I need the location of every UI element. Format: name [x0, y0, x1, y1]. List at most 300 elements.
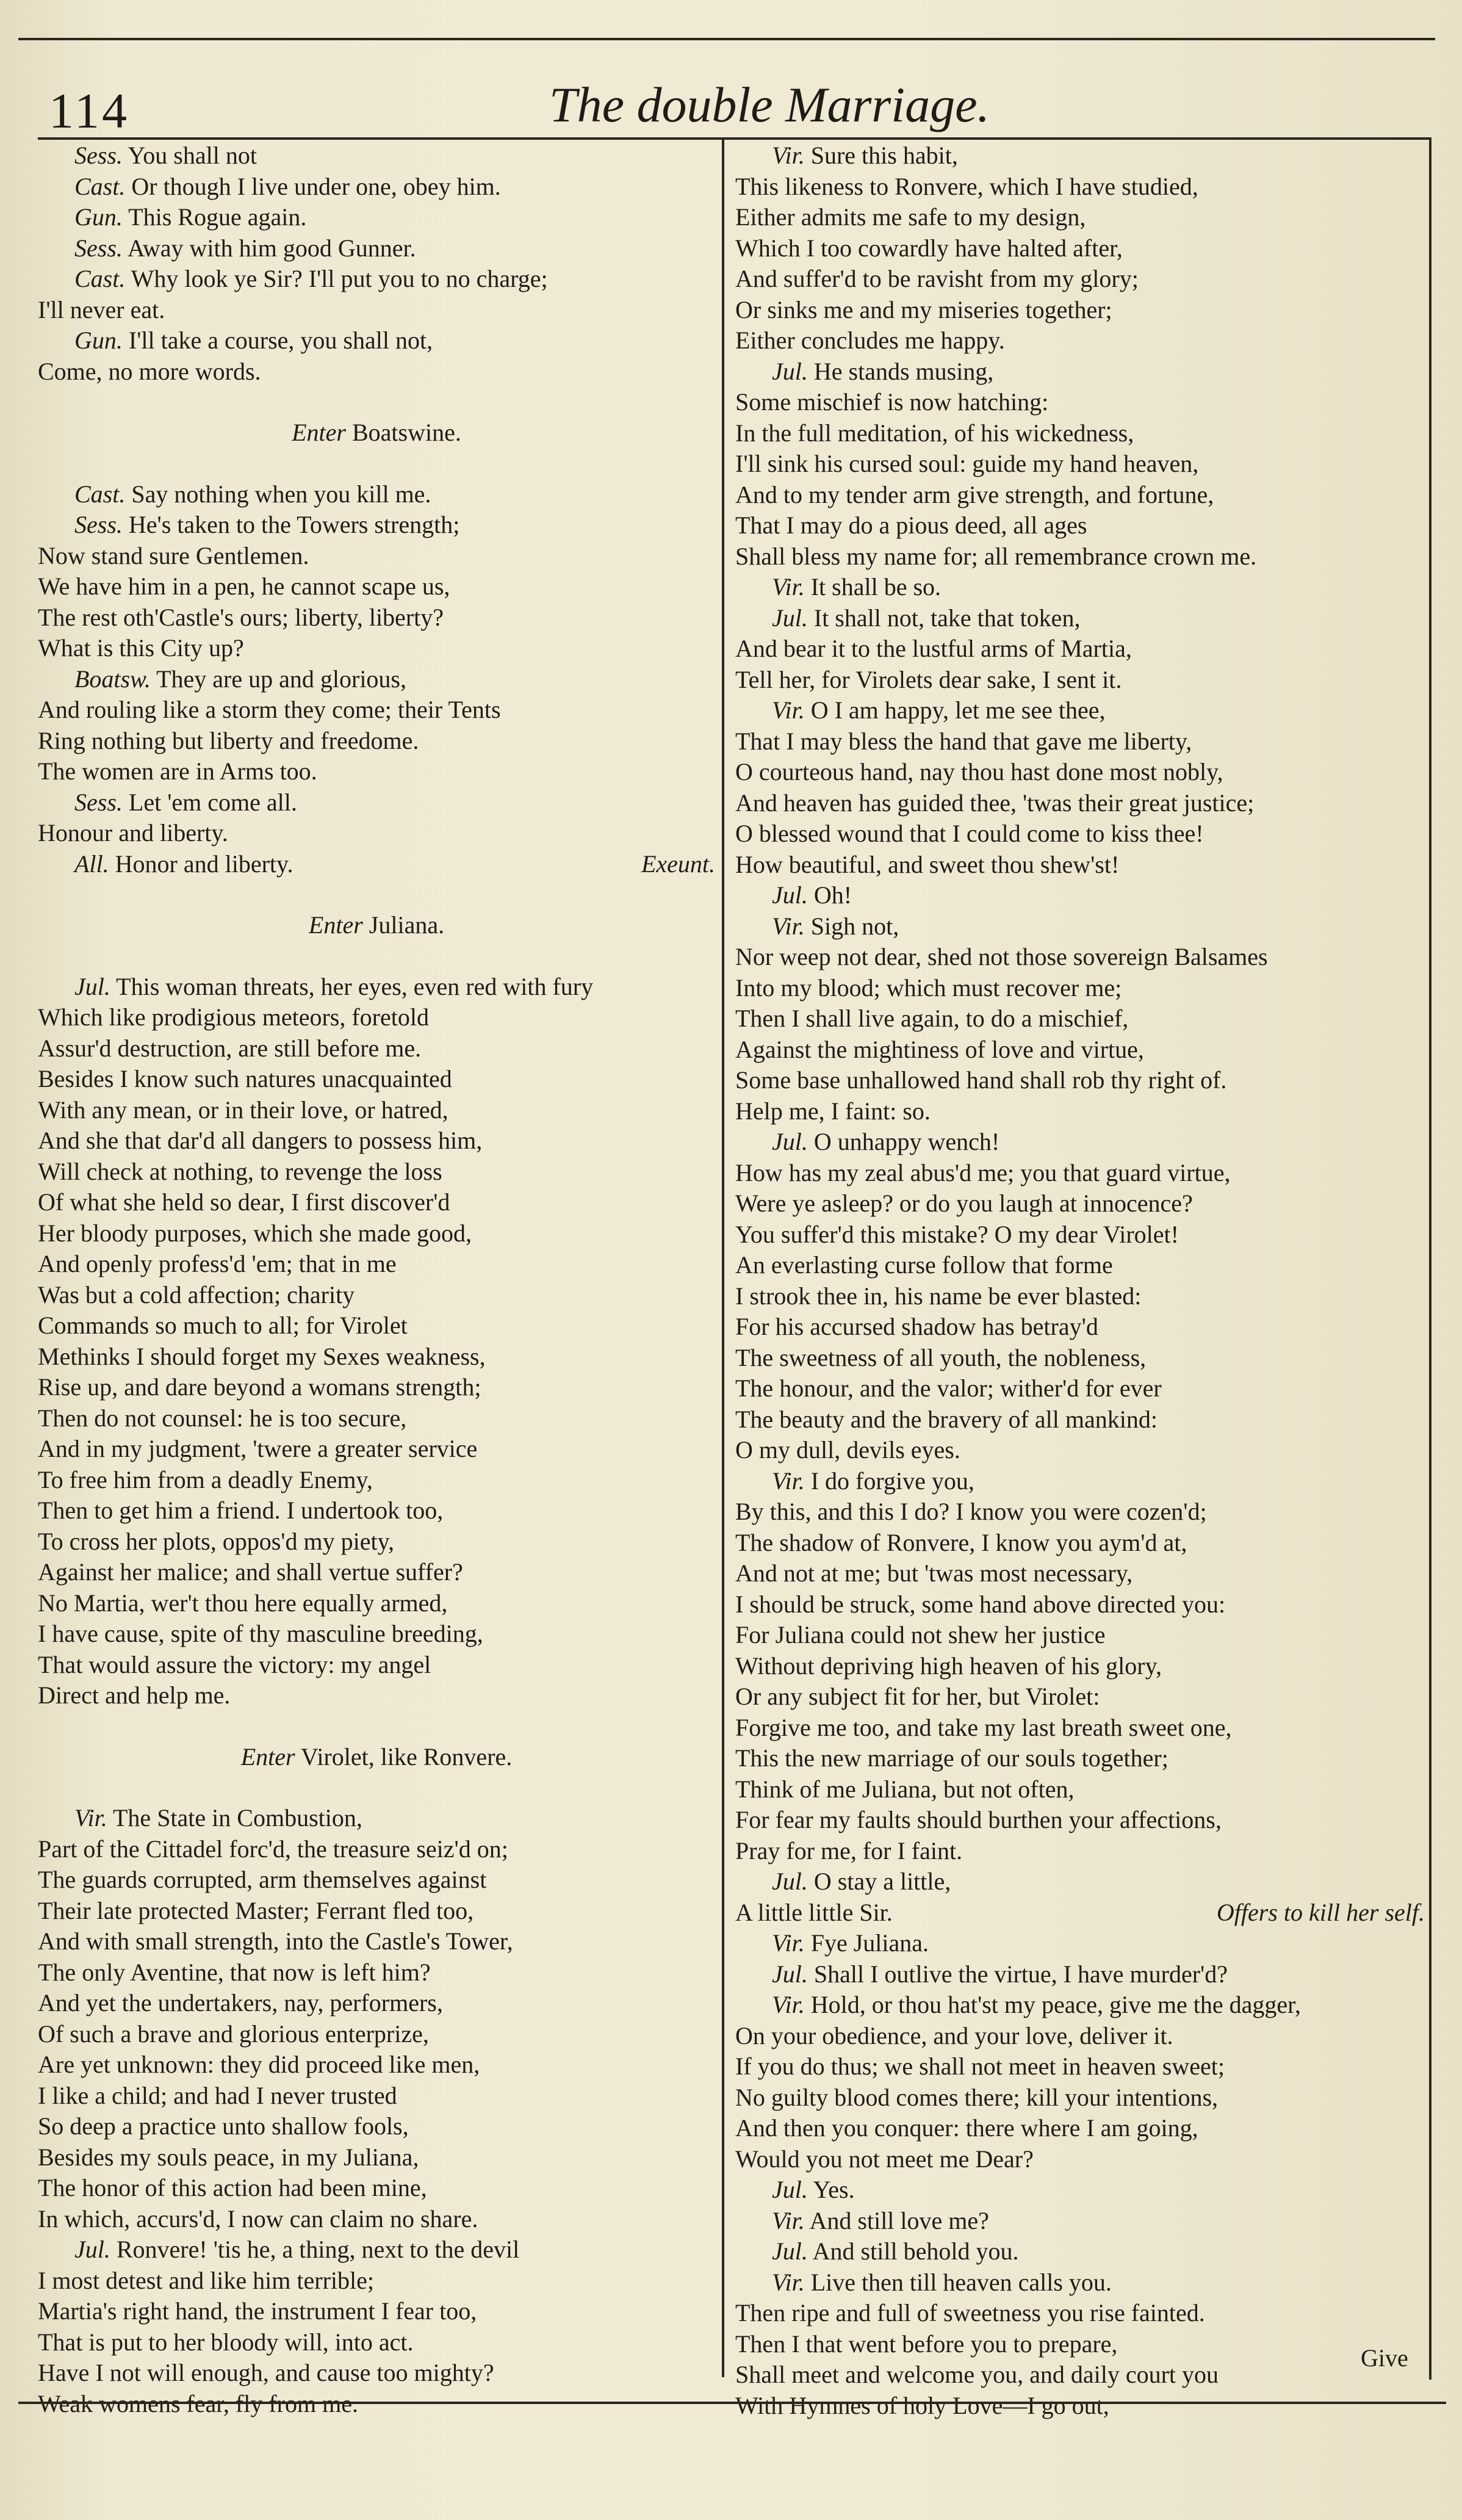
line-text: Let 'em come all.: [128, 788, 297, 816]
line-text: Say nothing when you kill me.: [131, 480, 431, 508]
verse-line: [38, 1064, 715, 1095]
verse-line: [735, 1158, 1425, 1189]
line-text: Her bloody purposes, which she made good,: [38, 1219, 472, 1247]
speech-line: [735, 2236, 1425, 2267]
verse-line: [735, 1743, 1425, 1774]
verse-line: [735, 665, 1425, 696]
stage-direction-text: Juliana.: [369, 911, 445, 939]
verse-line: [735, 1713, 1425, 1744]
speech-line: [38, 1803, 715, 1834]
line-text: Forgive me too, and take my last breath sweet one,: [735, 1713, 1232, 1741]
line-text: This the new marriage of our souls together;: [735, 1744, 1169, 1772]
verse-line: [38, 1280, 715, 1311]
right-column: [735, 140, 1425, 2421]
line-text: Into my blood; which must recover me;: [735, 973, 1122, 1002]
line-text: And still love me?: [809, 2206, 989, 2234]
line-text: Of such a brave and glorious enterprize,: [38, 2020, 429, 2048]
line-text: O unhappy wench!: [813, 1128, 1000, 1155]
speech-line: [38, 849, 715, 880]
stage-direction-text: Virolet, like Ronvere.: [300, 1742, 513, 1771]
line-text: Either admits me safe to my design,: [735, 203, 1086, 231]
speaker-name: Vir.: [772, 142, 805, 169]
speaker-name: Vir.: [772, 2268, 805, 2296]
line-text: And suffer'd to be ravisht from my glory;: [735, 265, 1139, 292]
line-text: Why look ye Sir? I'll put you to no charge;: [131, 265, 548, 292]
line-text: O my dull, devils eyes.: [735, 1436, 960, 1464]
verse-line: [735, 510, 1425, 541]
line-text: I'll never eat.: [38, 295, 165, 323]
verse-line: [38, 1495, 715, 1526]
verse-line: [38, 602, 715, 634]
line-text: Pray for me, for I faint.: [735, 1836, 963, 1865]
speaker-name: Cast.: [74, 265, 126, 292]
stage-note: Exeunt.: [641, 850, 715, 878]
stage-direction: [38, 417, 715, 449]
verse-line: [735, 1312, 1425, 1343]
verse-line: [735, 2051, 1425, 2082]
line-text: I do forgive you,: [810, 1467, 974, 1495]
line-text: This woman threats, her eyes, even red with fury: [116, 972, 594, 1000]
line-text: Are yet unknown: they did proceed like men,: [38, 2051, 480, 2078]
verse-line: [38, 295, 715, 326]
line-text: Which I too cowardly have halted after,: [735, 234, 1123, 262]
line-text: To free him from a deadly Enemy,: [38, 1465, 373, 1493]
verse-line: [735, 2359, 1425, 2391]
top-rule: [18, 38, 1435, 44]
speaker-name: Jul.: [74, 2236, 110, 2263]
line-text: Shall meet and welcome you, and daily court you: [735, 2361, 1219, 2388]
verse-line: [735, 1343, 1425, 1374]
verse-line: [735, 1836, 1425, 1867]
line-text: They are up and glorious,: [156, 665, 406, 693]
line-text: I have cause, spite of thy masculine breeding,: [38, 1620, 483, 1647]
verse-line: [38, 1650, 715, 1681]
verse-line: [38, 1926, 715, 1957]
line-text: Honor and liberty.: [115, 850, 293, 878]
verse-line: [735, 2391, 1425, 2422]
running-title: The double Marriage.: [549, 77, 990, 132]
verse-line: [735, 1188, 1425, 1219]
verse-line: [735, 757, 1425, 788]
verse-line: [735, 1003, 1425, 1034]
line-text: Nor weep not dear, shed not those sovereign Balsames: [735, 943, 1268, 970]
line-text: The State in Combustion,: [113, 1804, 362, 1832]
speech-line: [735, 695, 1425, 726]
line-text: Weak womens fear, fly from me.: [38, 2389, 358, 2417]
verse-line: [735, 1281, 1425, 1312]
verse-line: [735, 480, 1425, 511]
verse-line: [735, 1681, 1425, 1713]
verse-line: [38, 633, 715, 664]
line-text: Then I that went before you to prepare,: [735, 2330, 1118, 2358]
line-text: On your obedience, and your love, deliver it.: [735, 2021, 1173, 2049]
line-text: Ronvere! 'tis he, a thing, next to the devil: [116, 2236, 520, 2263]
speech-line: [38, 479, 715, 510]
verse-line: [735, 1096, 1425, 1127]
line-text: Yes.: [813, 2176, 855, 2203]
verse-line: [38, 2049, 715, 2081]
speech-line: [38, 140, 715, 171]
verse-line: [38, 1095, 715, 1126]
line-text: Or any subject fit for her, but Virolet:: [735, 1683, 1100, 1710]
stage-direction-verb: Enter: [308, 911, 363, 939]
speaker-name: Jul.: [772, 1128, 808, 1155]
verse-line: [735, 233, 1425, 264]
speech-line: [735, 603, 1425, 634]
line-text: O courteous hand, nay thou hast done most nobly,: [735, 758, 1223, 785]
verse-line: [38, 1372, 715, 1403]
line-text: The honor of this action had been mine,: [38, 2174, 427, 2201]
verse-line: [735, 1897, 1425, 1929]
line-text: Would you not meet me Dear?: [735, 2145, 1034, 2173]
catchword: Give: [1361, 2344, 1408, 2372]
verse-line: [735, 942, 1425, 973]
line-text: A little little Sir.: [735, 1898, 893, 1926]
stage-direction-verb: Enter: [240, 1742, 295, 1771]
verse-line: [735, 1065, 1425, 1096]
verse-line: [38, 1341, 715, 1373]
line-text: That I may bless the hand that gave me liberty,: [735, 727, 1192, 755]
line-text: Shall I outlive the virtue, I have murder'd?: [813, 1960, 1228, 1988]
line-text: I most detest and like him terrible;: [38, 2266, 374, 2294]
line-text: Now stand sure Gentlemen.: [38, 541, 309, 569]
spacer: [38, 449, 715, 479]
line-text: No Martia, wer't thou here equally armed,: [38, 1589, 448, 1617]
line-text: Will check at nothing, to revenge the loss: [38, 1157, 442, 1185]
line-text: And with small strength, into the Castle's Tower,: [38, 1927, 513, 1955]
verse-line: [735, 1620, 1425, 1651]
speaker-name: Sess.: [74, 511, 123, 538]
line-text: Martia's right hand, the instrument I fear too,: [38, 2297, 477, 2325]
speaker-name: Sess.: [74, 234, 123, 262]
line-text: O blessed wound that I could come to kiss thee!: [735, 820, 1204, 847]
line-text: Oh!: [813, 881, 852, 909]
verse-line: [38, 2081, 715, 2112]
line-text: I should be struck, some hand above directed you:: [735, 1590, 1226, 1618]
line-text: And still behold you.: [812, 2237, 1019, 2265]
verse-line: [38, 1434, 715, 1465]
line-text: We have him in a pen, he cannot scape us,: [38, 572, 450, 600]
stage-direction: [38, 1742, 715, 1773]
speaker-name: Vir.: [772, 2206, 805, 2234]
speech-line: [38, 972, 715, 1003]
stage-direction-text: Boatswine.: [352, 419, 461, 446]
line-text: Think of me Juliana, but not often,: [735, 1775, 1075, 1803]
line-text: He stands musing,: [813, 357, 994, 385]
verse-line: [38, 1157, 715, 1188]
verse-line: [38, 2327, 715, 2358]
line-text: Of what she held so dear, I first discover'd: [38, 1188, 450, 1216]
line-text: The only Aventine, that now is left him?: [38, 1958, 431, 1986]
speaker-name: Jul.: [74, 972, 110, 1000]
line-text: Fye Juliana.: [810, 1929, 929, 1957]
line-text: It shall be so.: [810, 573, 942, 601]
line-text: You suffer'd this mistake? O my dear Virolet!: [735, 1220, 1179, 1248]
verse-line: [735, 2144, 1425, 2175]
line-text: Honour and liberty.: [38, 819, 228, 847]
verse-line: [38, 695, 715, 726]
speech-line: [735, 880, 1425, 911]
line-text: Either concludes me happy.: [735, 327, 1005, 354]
line-text: For his accursed shadow has betray'd: [735, 1313, 1098, 1340]
verse-line: [38, 1526, 715, 1558]
verse-line: [735, 1373, 1425, 1404]
line-text: For Juliana could not shew her justice: [735, 1621, 1106, 1648]
spacer: [38, 879, 715, 910]
line-text: Commands so much to all; for Virolet: [38, 1312, 408, 1339]
verse-line: [735, 387, 1425, 418]
verse-line: [735, 449, 1425, 480]
line-text: I'll sink his cursed soul: guide my hand heaven,: [735, 450, 1199, 477]
verse-line: [38, 1033, 715, 1064]
speaker-name: Jul.: [772, 604, 808, 632]
verse-line: [38, 2111, 715, 2142]
verse-line: [38, 2019, 715, 2050]
verse-line: [38, 1896, 715, 1927]
line-text: The honour, and the valor; wither'd for ever: [735, 1374, 1162, 1402]
verse-line: [38, 1125, 715, 1157]
verse-line: [735, 1435, 1425, 1466]
left-column: [38, 140, 715, 2419]
line-text: By this, and this I do? I know you were cozen'd;: [735, 1498, 1207, 1525]
verse-line: [735, 264, 1425, 295]
speech-line: [735, 2267, 1425, 2298]
line-text: The guards corrupted, arm themselves against: [38, 1866, 487, 1893]
speech-line: [735, 2175, 1425, 2206]
verse-line: [735, 788, 1425, 819]
line-text: Besides I know such natures unacquainted: [38, 1065, 452, 1092]
line-text: Tell her, for Virolets dear sake, I sent it.: [735, 665, 1122, 693]
line-text: Direct and help me.: [38, 1681, 231, 1709]
line-text: Against the mightiness of love and virtue,: [735, 1035, 1144, 1063]
line-text: The rest oth'Castle's ours; liberty, liberty?: [38, 603, 444, 631]
spacer: [38, 941, 715, 972]
verse-line: [735, 818, 1425, 850]
line-text: And to my tender arm give strength, and fortune,: [735, 480, 1214, 508]
line-text: This Rogue again.: [128, 203, 307, 231]
line-text: Or though I live under one, obey him.: [131, 172, 501, 200]
verse-line: [735, 202, 1425, 233]
line-text: That I may do a pious deed, all ages: [735, 511, 1087, 539]
verse-line: [735, 2113, 1425, 2144]
line-text: Sigh not,: [810, 912, 899, 940]
line-text: Ring nothing but liberty and freedome.: [38, 726, 419, 754]
line-text: Without depriving high heaven of his glory,: [735, 1652, 1162, 1680]
speech-line: [38, 664, 715, 695]
speech-line: [735, 1127, 1425, 1158]
speaker-name: Jul.: [772, 2176, 808, 2203]
line-text: The women are in Arms too.: [38, 757, 317, 785]
speaker-name: Cast.: [74, 480, 126, 508]
line-text: Or sinks me and my miseries together;: [735, 295, 1112, 323]
verse-line: [735, 1805, 1425, 1836]
speaker-name: Jul.: [772, 881, 808, 909]
verse-line: [38, 1310, 715, 1341]
speaker-name: Vir.: [772, 1991, 805, 2018]
speech-line: [38, 2234, 715, 2265]
speech-line: [735, 356, 1425, 388]
line-text: Sure this habit,: [810, 142, 958, 169]
line-text: Were ye asleep? or do you laugh at innocence?: [735, 1190, 1193, 1217]
speech-line: [735, 1466, 1425, 1497]
line-text: Then I shall live again, to do a mischief,: [735, 1005, 1129, 1032]
running-header: [49, 49, 1428, 140]
verse-line: [38, 2265, 715, 2297]
line-text: And rouling like a storm they come; their Tents: [38, 696, 501, 723]
speaker-name: All.: [74, 850, 109, 878]
speaker-name: Jul.: [772, 357, 808, 385]
verse-line: [38, 1557, 715, 1588]
line-text: And bear it to the lustful arms of Martia,: [735, 635, 1132, 662]
verse-line: [735, 1034, 1425, 1066]
line-text: And in my judgment, 'twere a greater service: [38, 1435, 478, 1462]
line-text: With any mean, or in their love, or hatred,: [38, 1096, 448, 1124]
line-text: Their late protected Master; Ferrant fled too,: [38, 1896, 474, 1924]
spacer: [38, 1711, 715, 1742]
verse-line: [735, 1404, 1425, 1435]
line-text: Help me, I faint: so.: [735, 1097, 931, 1125]
line-text: Besides my souls peace, in my Juliana,: [38, 2143, 419, 2171]
line-text: Then do not counsel: he is too secure,: [38, 1404, 407, 1432]
verse-line: [38, 541, 715, 572]
speaker-name: Gun.: [74, 203, 123, 231]
line-text: And not at me; but 'twas most necessary,: [735, 1559, 1133, 1587]
speaker-name: Jul.: [772, 1960, 808, 1988]
speech-line: [735, 1928, 1425, 1959]
speaker-name: Vir.: [772, 573, 805, 601]
line-text: I like a child; and had I never trusted: [38, 2081, 397, 2109]
speaker-name: Vir.: [772, 1467, 805, 1495]
line-text: What is this City up?: [38, 634, 244, 662]
verse-line: [735, 1496, 1425, 1528]
speaker-name: Vir.: [74, 1804, 107, 1832]
line-text: Methinks I should forget my Sexes weakness,: [38, 1342, 486, 1370]
line-text: Hold, or thou hat'st my peace, give me the dagger,: [810, 1991, 1301, 2018]
verse-line: [735, 418, 1425, 449]
speaker-name: Jul.: [772, 1868, 808, 1895]
line-text: If you do thus; we shall not meet in heaven sweet;: [735, 2052, 1225, 2080]
line-text: Some mischief is now hatching:: [735, 388, 1049, 416]
verse-line: [38, 2173, 715, 2204]
verse-line: [38, 1403, 715, 1434]
line-text: Which like prodigious meteors, foretold: [38, 1003, 429, 1031]
line-text: That is put to her bloody will, into act.: [38, 2328, 414, 2356]
speaker-name: Cast.: [74, 172, 126, 200]
verse-line: [38, 1957, 715, 1988]
verse-line: [38, 1588, 715, 1619]
line-text: O stay a little,: [813, 1868, 951, 1895]
line-text: How beautiful, and sweet thou shew'st!: [735, 850, 1120, 878]
stage-direction-verb: Enter: [292, 419, 346, 446]
verse-line: [735, 2298, 1425, 2329]
stage-note: Offers to kill her self.: [1216, 1898, 1425, 1926]
verse-line: [38, 2142, 715, 2173]
line-text: Some base unhallowed hand shall rob thy right of.: [735, 1066, 1227, 1094]
page-number: 114: [49, 83, 129, 139]
verse-line: [38, 2204, 715, 2235]
speaker-name: Gun.: [74, 327, 123, 354]
verse-line: [735, 1528, 1425, 1559]
line-text: So deep a practice unto shallow fools,: [38, 2112, 409, 2140]
speech-line: [735, 1959, 1425, 1990]
speech-line: [38, 787, 715, 818]
speaker-name: Jul.: [772, 2237, 808, 2265]
verse-line: [735, 850, 1425, 881]
verse-line: [38, 571, 715, 602]
verse-line: [735, 1250, 1425, 1281]
verse-line: [38, 756, 715, 787]
line-text: The sweetness of all youth, the nobleness,: [735, 1343, 1147, 1371]
verse-line: [735, 2082, 1425, 2114]
verse-line: [38, 1187, 715, 1218]
speech-line: [735, 140, 1425, 171]
line-text: Against her malice; and shall vertue suffer?: [38, 1558, 463, 1586]
speaker-name: Sess.: [74, 142, 123, 169]
line-text: With Hymnes of holy Love—I go out,: [735, 2391, 1109, 2419]
line-text: I strook thee in, his name be ever blasted:: [735, 1282, 1142, 1310]
line-text: In which, accurs'd, I now can claim no share.: [38, 2204, 478, 2233]
speech-line: [38, 233, 715, 264]
verse-line: [735, 541, 1425, 572]
speech-line: [38, 264, 715, 295]
line-text: And she that dar'd all dangers to possess him,: [38, 1127, 483, 1154]
spacer: [38, 387, 715, 417]
line-text: Then to get him a friend. I undertook too,: [38, 1496, 444, 1524]
verse-line: [735, 1651, 1425, 1682]
line-text: An everlasting curse follow that forme: [735, 1251, 1113, 1279]
speech-line: [38, 325, 715, 356]
line-text: Was but a cold affection; charity: [38, 1280, 355, 1309]
verse-line: [735, 1774, 1425, 1805]
speech-line: [38, 171, 715, 203]
spacer: [38, 1772, 715, 1803]
verse-line: [735, 171, 1425, 203]
verse-line: [38, 1680, 715, 1711]
line-text: Have I not will enough, and cause too mighty?: [38, 2359, 494, 2386]
line-text: No guilty blood comes there; kill your intentions,: [735, 2083, 1219, 2111]
verse-line: [38, 818, 715, 849]
verse-line: [735, 295, 1425, 326]
speech-line: [38, 202, 715, 233]
verse-line: [38, 2358, 715, 2389]
line-text: And then you conquer: there where I am going,: [735, 2114, 1198, 2142]
line-text: How has my zeal abus'd me; you that guard virtue,: [735, 1158, 1231, 1186]
verse-line: [735, 1219, 1425, 1251]
speech-line: [735, 911, 1425, 942]
verse-line: [38, 1249, 715, 1280]
verse-line: [735, 1589, 1425, 1620]
speech-line: [735, 1866, 1425, 1897]
speaker-name: Vir.: [772, 1929, 805, 1957]
verse-line: [38, 1002, 715, 1033]
line-text: In the full meditation, of his wickedness,: [735, 419, 1134, 447]
line-text: Assur'd destruction, are still before me.: [38, 1034, 422, 1062]
column-divider: [722, 137, 724, 2377]
line-text: For fear my faults should burthen your affections,: [735, 1806, 1222, 1833]
line-text: This likeness to Ronvere, which I have studied,: [735, 172, 1198, 200]
line-text: Away with him good Gunner.: [127, 234, 416, 262]
line-text: The shadow of Ronvere, I know you aym'd at,: [735, 1528, 1187, 1556]
line-text: He's taken to the Towers strength;: [128, 511, 460, 538]
verse-line: [735, 634, 1425, 665]
speech-line: [735, 572, 1425, 603]
speech-line: [735, 1990, 1425, 2021]
speech-line: [38, 510, 715, 541]
line-text: The beauty and the bravery of all mankind:: [735, 1405, 1158, 1433]
verse-line: [735, 1558, 1425, 1589]
speaker-name: Boatsw.: [74, 665, 151, 693]
verse-line: [38, 726, 715, 757]
